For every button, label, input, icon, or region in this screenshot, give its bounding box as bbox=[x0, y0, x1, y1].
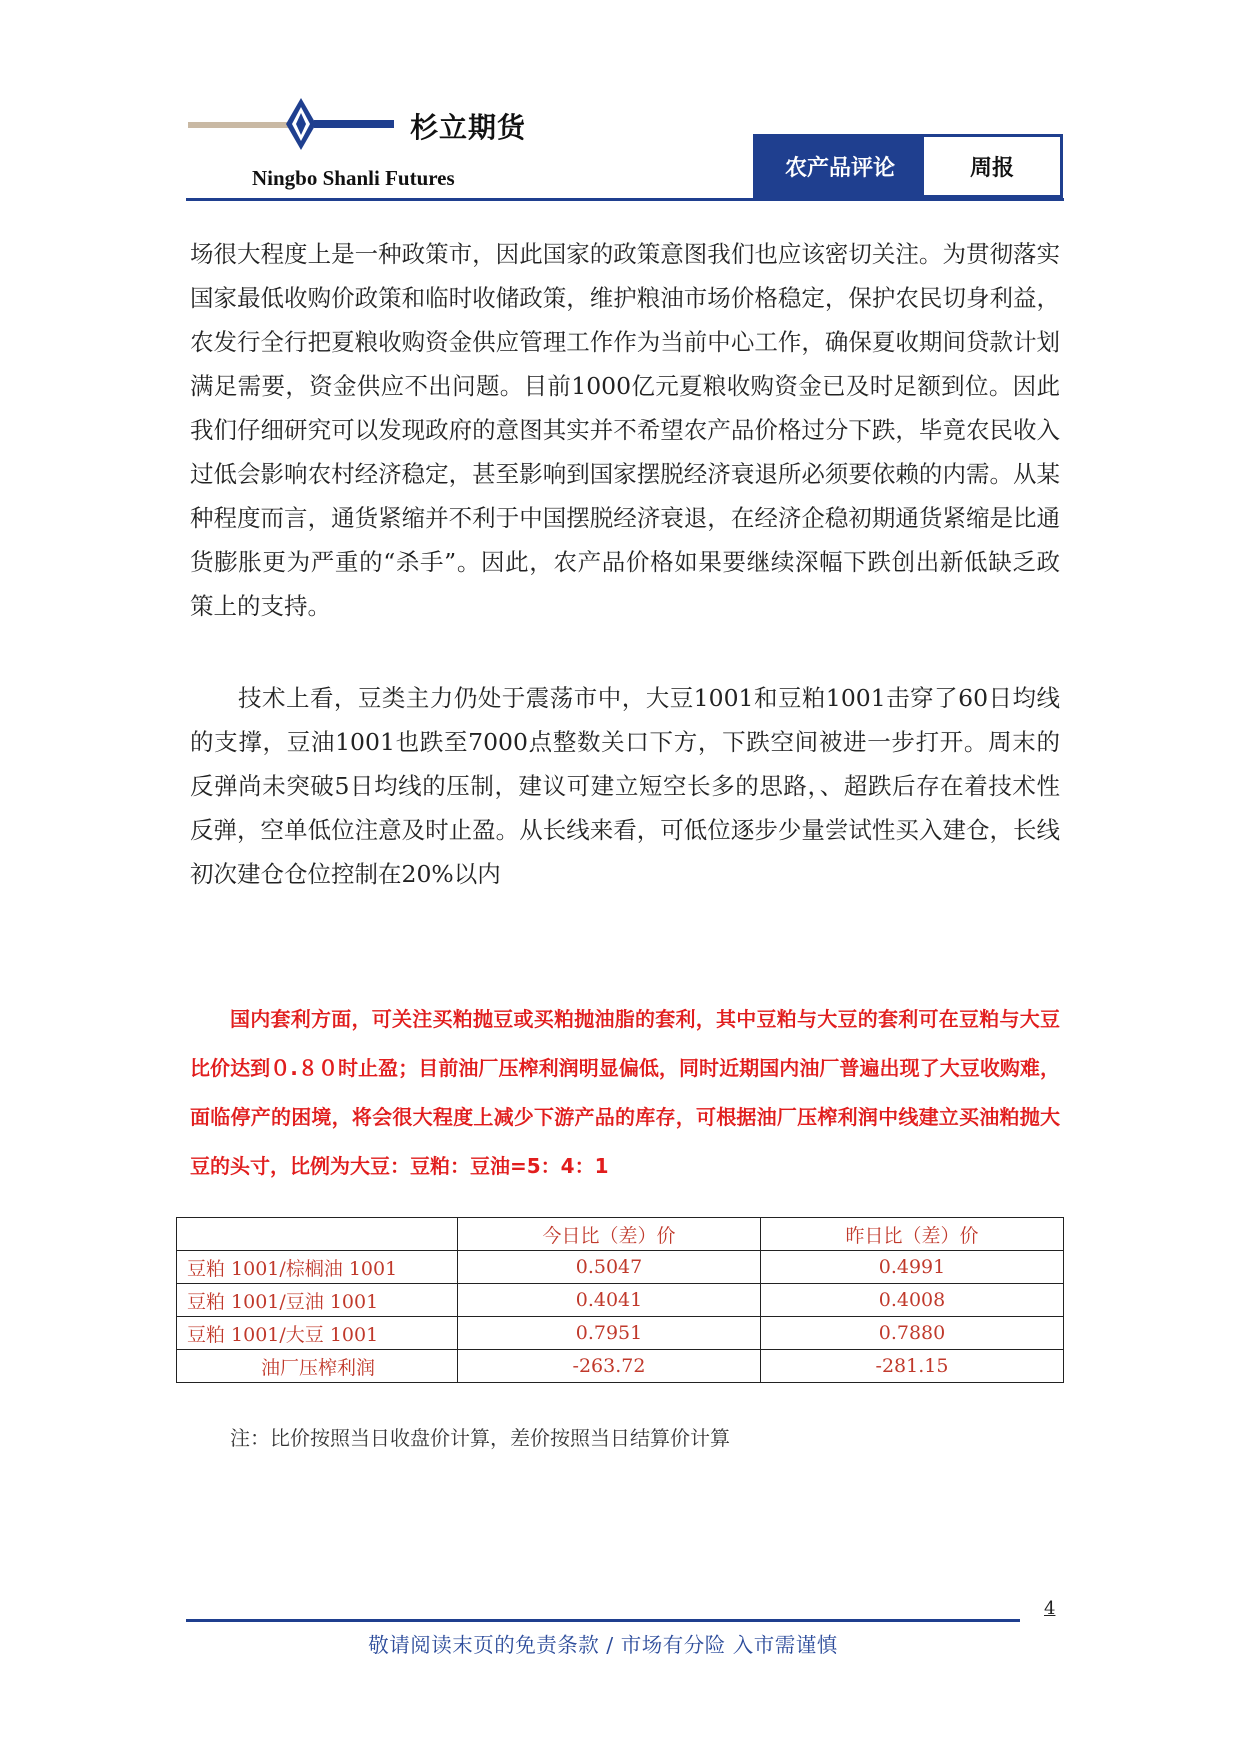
ratio-table bbox=[176, 1217, 1064, 1383]
table-header-today: 今日比（差）价 bbox=[458, 1218, 761, 1251]
paragraph-technical: 技术上看，豆类主力仍处于震荡市中，大豆1001和豆粕1001击穿了60日均线的支撑，豆油1001也跌至7000点整数关口下方，下跌空间被进一步打开。周末的反弹尚未突破5日均线的压制，建议可建立短空长多的思路，、超跌后存在着技术性反弹，空单低位注意及时止盈。从长线来看，可低位逐步少量尝试性买入建仓，长线初次建仓仓位控制在20%以内 bbox=[190, 684, 1060, 888]
company-name-en: Ningbo Shanli Futures bbox=[252, 166, 455, 190]
logo-bar-right bbox=[314, 120, 394, 128]
table-header-yesterday: 昨日比（差）价 bbox=[761, 1218, 1064, 1251]
table-row bbox=[177, 1284, 1064, 1317]
paragraph-policy: 场很大程度上是一种政策市，因此国家的政策意图我们也应该密切关注。为贯彻落实国家最低收购价政策和临时收储政策，维护粮油市场价格稳定，保护农民切身利益，农发行全行把夏粮收购资金供应管理工作作为当前中心工作，确保夏收期间贷款计划满足需要，资金供应不出问题。目前1000亿元夏粮收购资金已及时足额到位。因此我们仔细研究可以发现政府的意图其实并不希望农产品价格过分下跌，毕竟农民收入过低会影响农村经济稳定，甚至影响到国家摆脱经济衰退所必须要依赖的内需。从某种程度而言，通货紧缩并不利于中国摆脱经济衰退，在经济企稳初期通货紧缩是比通货膨胀更为严重的“杀手”。因此，农产品价格如果要继续深幅下跌创出新低缺乏政策上的支持。 bbox=[190, 240, 1060, 620]
paragraph-arbitrage: 国内套利方面，可关注买粕抛豆或买粕抛油脂的套利，其中豆粕与大豆的套利可在豆粕与大豆比价达到０.８０时止盈；目前油厂压榨利润明显偏低，同时近期国内油厂普遍出现了大豆收购难，面临停产的困境，将会很大程度上减少下游产品的库存，可根据油厂压榨利润中线建立买油粕抛大豆的头寸，比例为大豆：豆粕：豆油=5：4：1 bbox=[190, 1007, 1060, 1178]
company-name-cn: 杉立期货 bbox=[410, 111, 527, 144]
row-name: 豆粕 1001/豆油 1001 bbox=[177, 1284, 458, 1317]
footer-divider bbox=[186, 1619, 1020, 1622]
report-label-box bbox=[753, 134, 1063, 198]
footer-disclaimer: 敬请阅读末页的免责条款 / 市场有分险 入市需谨慎 bbox=[368, 1633, 838, 1657]
row-name: 油厂压榨利润 bbox=[177, 1350, 458, 1383]
row-yesterday: 0.4991 bbox=[761, 1251, 1064, 1284]
header-divider bbox=[186, 198, 1064, 201]
table-note: 注：比价按照当日收盘价计算，差价按照当日结算价计算 bbox=[230, 1426, 730, 1450]
row-name: 豆粕 1001/大豆 1001 bbox=[177, 1317, 458, 1350]
row-today: 0.4041 bbox=[458, 1284, 761, 1317]
row-yesterday: 0.7880 bbox=[761, 1317, 1064, 1350]
table-row bbox=[177, 1251, 1064, 1284]
row-name: 豆粕 1001/棕榈油 1001 bbox=[177, 1251, 458, 1284]
table-header-cell bbox=[177, 1218, 458, 1251]
company-logo-icon bbox=[284, 98, 318, 150]
table-header-row bbox=[177, 1218, 1064, 1251]
page-number: 4 bbox=[1044, 1598, 1056, 1619]
row-yesterday: 0.4008 bbox=[761, 1284, 1064, 1317]
row-yesterday: -281.15 bbox=[761, 1350, 1064, 1383]
report-type: 周报 bbox=[924, 137, 1060, 195]
table-row bbox=[177, 1317, 1064, 1350]
row-today: 0.5047 bbox=[458, 1251, 761, 1284]
row-today: 0.7951 bbox=[458, 1317, 761, 1350]
logo-bar-left bbox=[188, 122, 290, 128]
row-today: -263.72 bbox=[458, 1350, 761, 1383]
table-row bbox=[177, 1350, 1064, 1383]
report-category: 农产品评论 bbox=[756, 137, 924, 195]
